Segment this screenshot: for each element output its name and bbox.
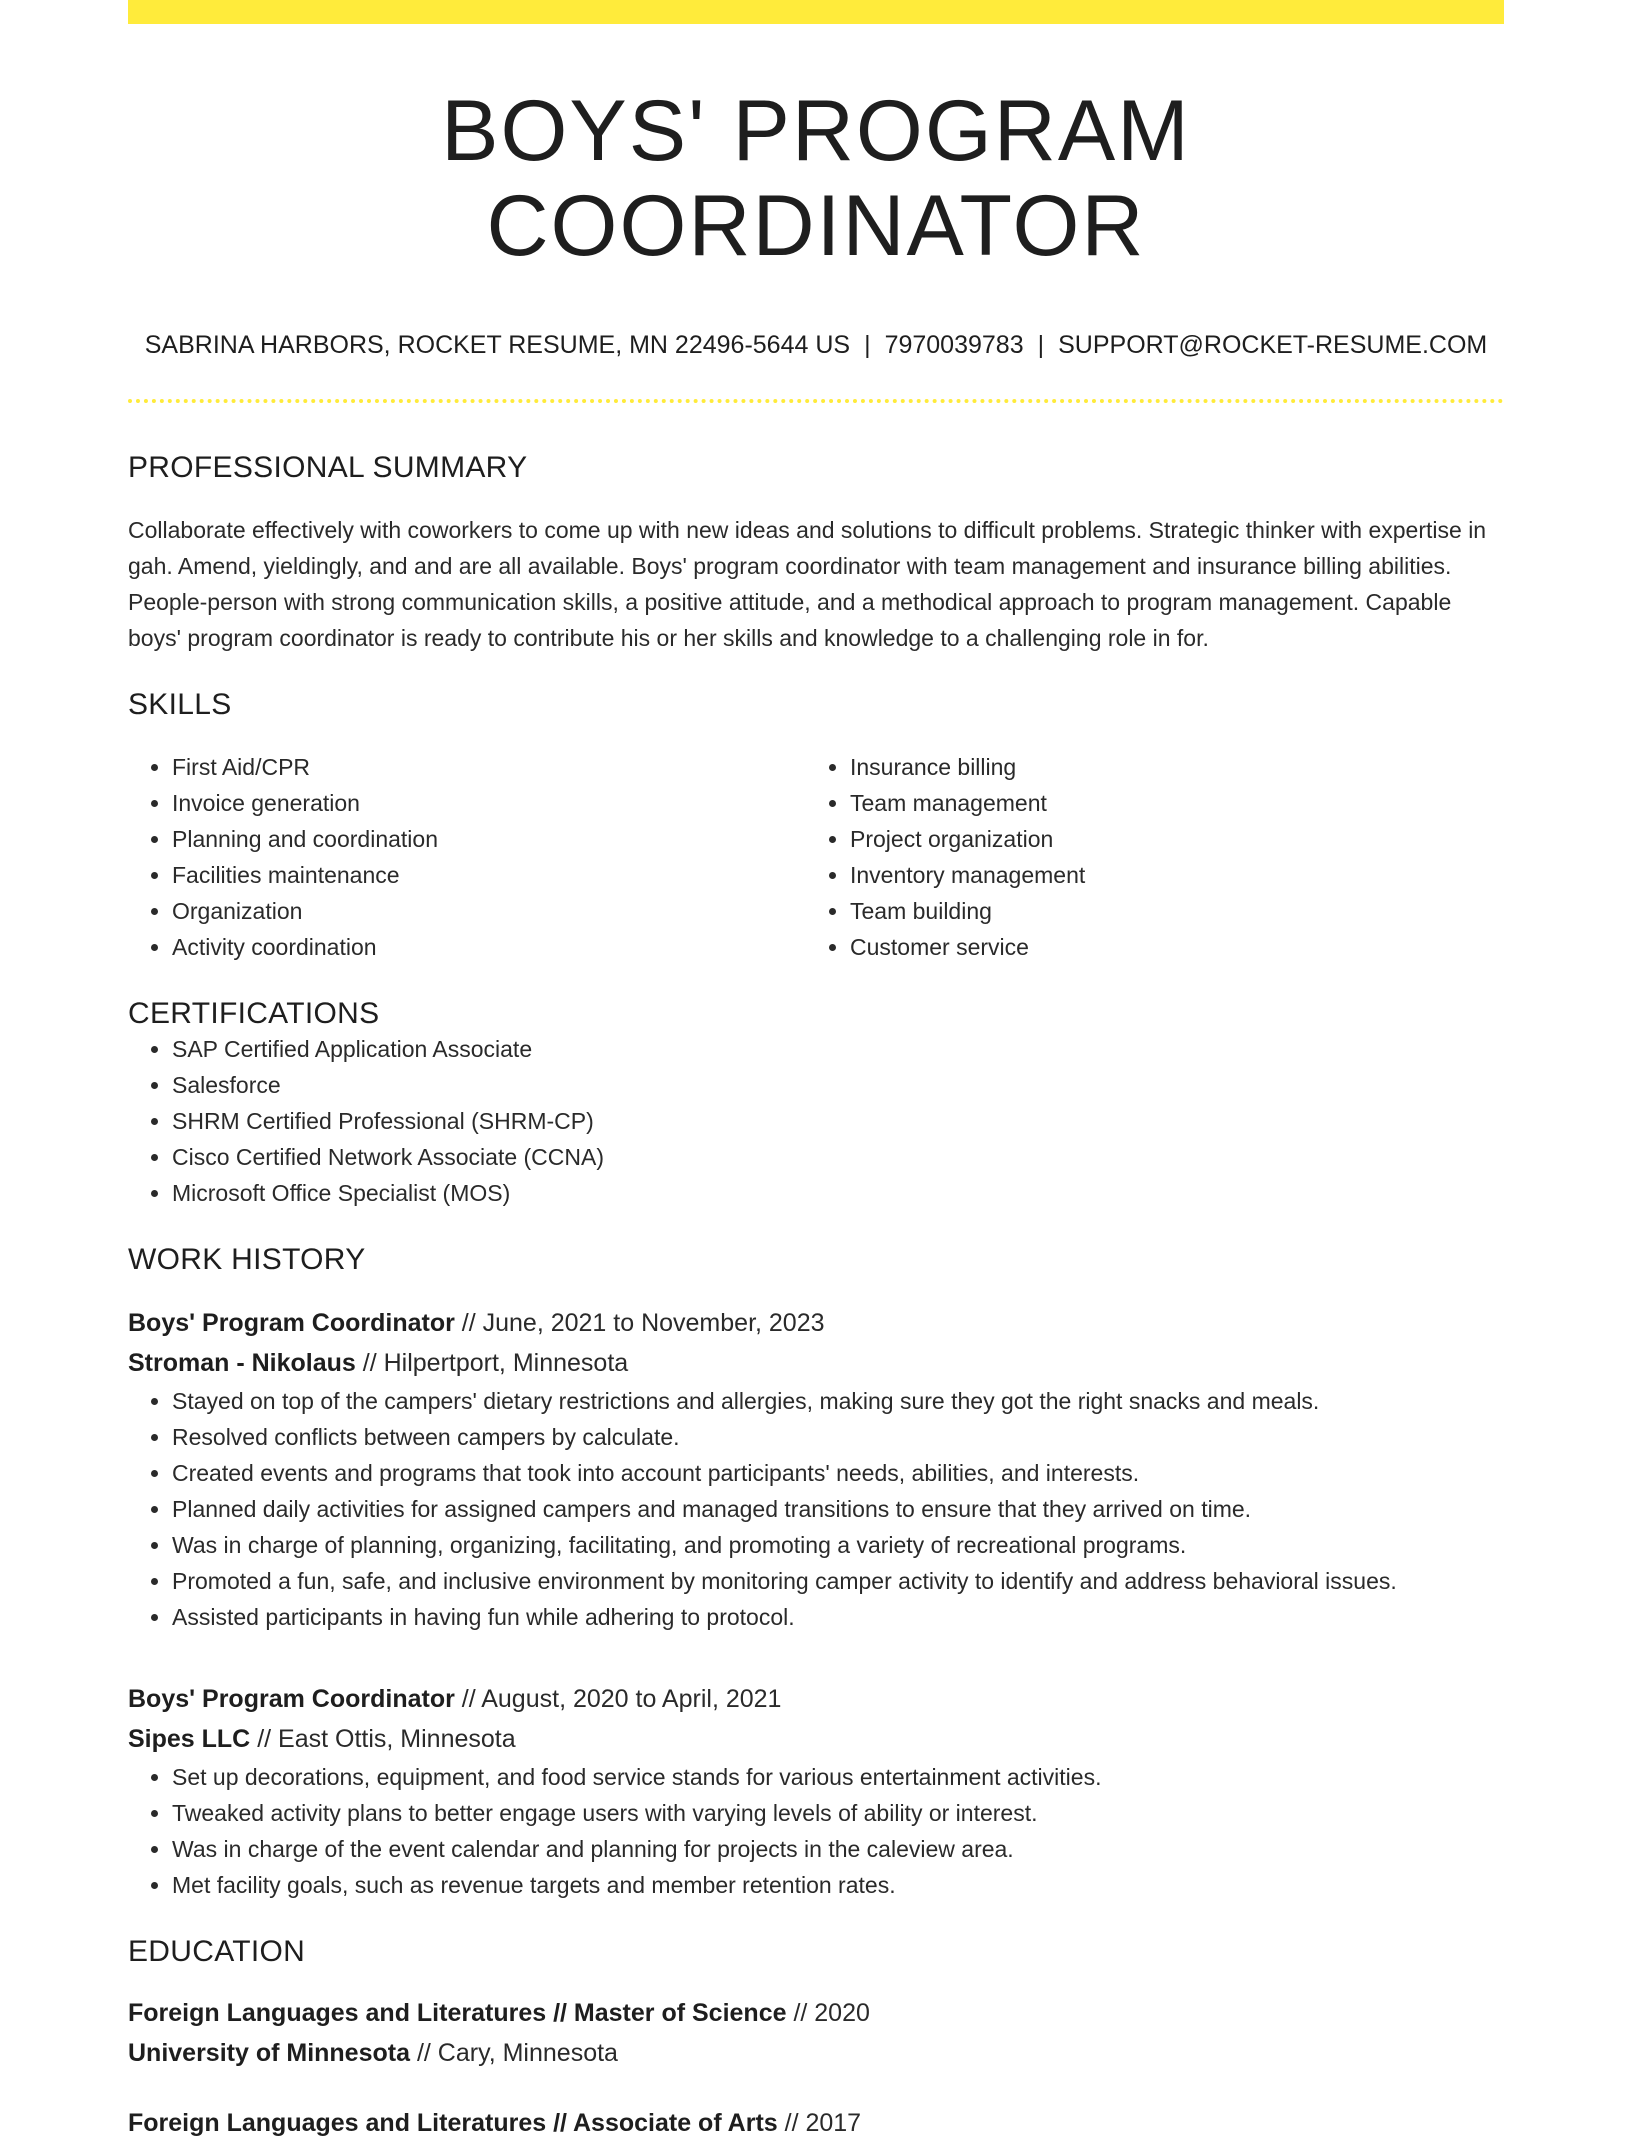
skill-item: • Customer service <box>850 929 1484 965</box>
certification-item: • Cisco Certified Network Associate (CCNA) <box>172 1139 1504 1175</box>
education-year: // 2017 <box>777 2109 862 2138</box>
job-title-line <box>128 1303 1504 1343</box>
contact-separator: | <box>1037 331 1045 360</box>
job-duty: • Created events and programs that took into account participants' needs, abilities, and interests. <box>172 1455 1504 1491</box>
job-company: Stroman - Nikolaus <box>128 1349 356 1378</box>
education-heading: EDUCATION <box>128 1935 306 1969</box>
job-duty: • Promoted a fun, safe, and inclusive environment by monitoring camper activity to identify and address behavioral issues. <box>172 1563 1504 1599</box>
certification-item: • SHRM Certified Professional (SHRM-CP) <box>172 1103 1504 1139</box>
job-title-line <box>128 1679 1504 1719</box>
job-company-line <box>128 1343 1504 1383</box>
job-duty: • Tweaked activity plans to better engage users with varying levels of ability or interest. <box>172 1795 1504 1831</box>
job-location: // Hilpertport, Minnesota <box>355 1349 629 1378</box>
contact-address: SABRINA HARBORS, ROCKET RESUME, MN 22496-5644 US <box>144 331 851 360</box>
contact-line <box>128 331 1504 360</box>
education-year: // 2020 <box>786 1999 870 2028</box>
resume-title: BOYS' PROGRAM COORDINATOR <box>441 83 1191 274</box>
contact-email: SUPPORT@ROCKET-RESUME.COM <box>1058 331 1488 360</box>
skill-item: • Planning and coordination <box>172 821 806 857</box>
education-degree-line <box>128 2103 1504 2143</box>
work-history-heading: WORK HISTORY <box>128 1243 366 1277</box>
summary-heading: PROFESSIONAL SUMMARY <box>128 451 528 485</box>
job-title: Boys' Program Coordinator <box>128 1309 455 1338</box>
certifications-heading: CERTIFICATIONS <box>128 997 380 1031</box>
skill-item: • Organization <box>172 893 806 929</box>
job-duty: • Was in charge of the event calendar and planning for projects in the caleview area. <box>172 1831 1504 1867</box>
skill-item: • Team management <box>850 785 1484 821</box>
job-duty: • Stayed on top of the campers' dietary restrictions and allergies, making sure they got the right snacks and meals. <box>172 1383 1504 1419</box>
skill-item: • Insurance billing <box>850 749 1484 785</box>
skills-column-right <box>806 749 1484 965</box>
skills-column-left <box>128 749 806 965</box>
skill-item: • Team building <box>850 893 1484 929</box>
skill-item: • Invoice generation <box>172 785 806 821</box>
contact-separator: | <box>864 331 871 360</box>
certifications-list <box>128 1031 1504 1211</box>
contact-phone: 7970039783 <box>884 331 1024 360</box>
education-degree: Foreign Languages and Literatures // Master of Science <box>128 1999 787 2028</box>
job-duty: • Resolved conflicts between campers by calculate. <box>172 1419 1504 1455</box>
job-duty: • Assisted participants in having fun while adhering to protocol. <box>172 1599 1504 1635</box>
education-location: // Cary, Minnesota <box>410 2039 618 2068</box>
job-company-line <box>128 1719 1504 1759</box>
skill-item: • Facilities maintenance <box>172 857 806 893</box>
job-dates: // June, 2021 to November, 2023 <box>454 1309 825 1338</box>
skill-item: • Activity coordination <box>172 929 806 965</box>
summary-text: Collaborate effectively with coworkers to come up with new ideas and solutions to difficult problems. Strategic thinker with expertise in gah. Amend, yieldingly, and and are all available. Boys' program coordinator with team management and insurance billing abilities. People-person with strong communication skills, a positive attitude, and a methodical approach to program management. Capable boys' program coordinator is ready to contribute his or her skills and knowledge to a challenging role in for. <box>128 517 1487 652</box>
job-duties-list <box>128 1759 1504 1903</box>
certification-item: • Microsoft Office Specialist (MOS) <box>172 1175 1504 1211</box>
job-location: // East Ottis, Minnesota <box>250 1725 516 1754</box>
education-degree: Foreign Languages and Literatures // Associate of Arts <box>128 2109 778 2138</box>
skill-item: • First Aid/CPR <box>172 749 806 785</box>
education-degree-line <box>128 1993 1504 2033</box>
header-divider <box>128 399 1504 403</box>
skill-item: • Inventory management <box>850 857 1484 893</box>
job-title: Boys' Program Coordinator <box>128 1685 455 1714</box>
job-duty: • Was in charge of planning, organizing, facilitating, and promoting a variety of recreational programs. <box>172 1527 1504 1563</box>
education-school-line <box>128 2033 1504 2073</box>
job-duties-list <box>128 1383 1504 1635</box>
job-duty: • Planned daily activities for assigned campers and managed transitions to ensure that they arrived on time. <box>172 1491 1504 1527</box>
skills-heading: SKILLS <box>128 688 232 722</box>
job-duty: • Met facility goals, such as revenue targets and member retention rates. <box>172 1867 1504 1903</box>
resume-page <box>128 0 1504 2143</box>
job-dates: // August, 2020 to April, 2021 <box>454 1685 782 1714</box>
skills-list-left <box>128 749 806 965</box>
skills-list-right <box>806 749 1484 965</box>
skills-columns <box>128 749 1504 965</box>
certification-item: • SAP Certified Application Associate <box>172 1031 1504 1067</box>
education-entry <box>128 2103 1504 2143</box>
certification-item: • Salesforce <box>172 1067 1504 1103</box>
top-accent-bar <box>128 0 1504 24</box>
job-entry <box>128 1303 1504 1635</box>
job-company: Sipes LLC <box>128 1725 251 1754</box>
job-duty: • Set up decorations, equipment, and food service stands for various entertainment activities. <box>172 1759 1504 1795</box>
education-entry <box>128 1993 1504 2073</box>
education-school: University of Minnesota <box>128 2039 410 2068</box>
job-entry <box>128 1679 1504 1903</box>
skill-item: • Project organization <box>850 821 1484 857</box>
